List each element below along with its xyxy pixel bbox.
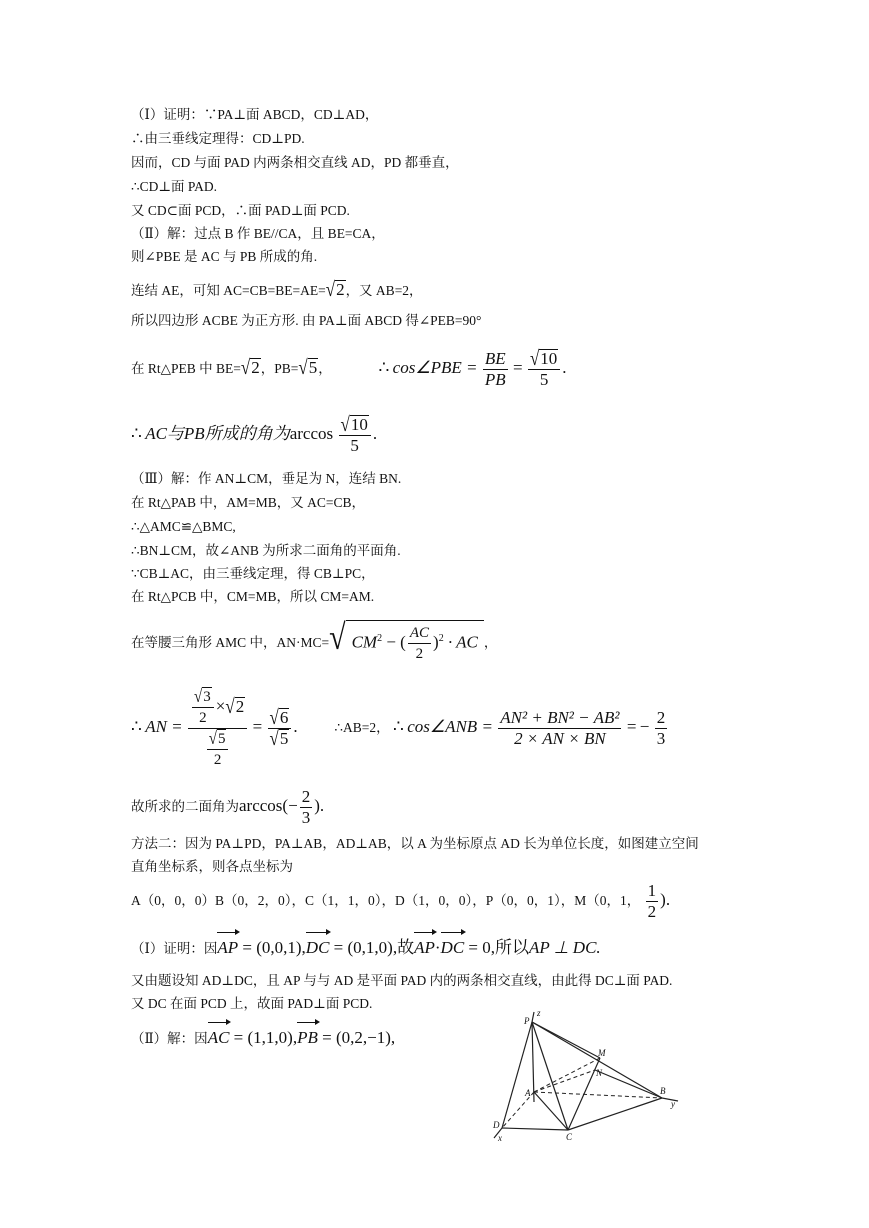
sqrt-2: 2 xyxy=(251,358,260,377)
text-span: ， xyxy=(318,361,332,376)
text-line: 在 Rt△PCB 中，CM=MB，所以 CM=AM. xyxy=(131,589,375,604)
text-span: ，PB= xyxy=(260,361,299,376)
radical-sign: √ xyxy=(298,356,308,379)
text-span: （Ⅰ）证明：因 xyxy=(131,941,218,956)
pyramid-figure xyxy=(480,1010,695,1145)
text-line: ∴CD⊥面 PAD. xyxy=(131,179,218,194)
an-label: AN = xyxy=(145,717,183,736)
label-P: P xyxy=(524,1016,530,1026)
vector-ap: AP xyxy=(217,934,238,962)
therefore-symbol: ∴ xyxy=(131,717,142,736)
label-M: M xyxy=(598,1048,606,1058)
fraction-anb: $\frac{\text{AN² + BN² − AB²}}{2 \times AN \times BN}$ xyxy=(500,708,620,749)
fraction-be-pb: $\frac{BE}{PB}$ xyxy=(484,349,506,390)
label-D: D xyxy=(493,1120,500,1130)
text-span: （Ⅱ）解：因 xyxy=(131,1031,208,1046)
arccos-label: arccos xyxy=(289,424,334,443)
sqrt-expression: $CM^2$ − ( $\frac{AC}{2}$ )$^2$ · AC xyxy=(346,620,484,666)
text-span: 连结 AE，可知 AC=CB=BE=AE= xyxy=(131,283,326,298)
text-line: 所以四边形 ACBE 为正方形. 由 PA⊥面 ABCD 得∠PEB=90° xyxy=(131,313,482,328)
text-line: 故所求的二面角为arccos(− $\frac{2}{3}$ ). xyxy=(131,787,325,828)
label-A: A xyxy=(525,1088,531,1098)
fraction-2-3: $\frac{2}{3}$ xyxy=(656,708,666,749)
text-line: ∴由三垂线定理得：CD⊥PD. xyxy=(131,131,305,146)
text-line: 在 Rt△PAB 中，AM=MB，又 AC=CB， xyxy=(131,495,366,510)
sqrt-2: 2 xyxy=(336,280,345,299)
vector-ap: AP xyxy=(414,934,435,962)
label-C: C xyxy=(566,1132,573,1142)
radical-sign: √ xyxy=(329,617,346,658)
vector-pb: PB xyxy=(297,1024,318,1052)
text-span: 在等腰三角形 AMC 中，AN·MC= xyxy=(131,635,330,650)
text-span: AC与PB所成的角为 xyxy=(145,424,290,443)
label-z: z xyxy=(537,1010,541,1018)
vector-dc: DC xyxy=(441,934,465,962)
text-span: A（0，0，0）B（0，2，0），C（1，1，0），D（1，0，0），P（0，0，1），M（0，1， xyxy=(131,893,641,908)
text-line: ∴△AMC≌△BMC, xyxy=(131,519,236,534)
text-line: 在 Rt△PEB 中 BE=√2，PB=√5， ∴ cos∠PBE = $\frac{BE}{PB}$ = $\frac{√10}{5}$ . xyxy=(131,346,567,391)
label-B: B xyxy=(660,1086,666,1096)
therefore-symbol: ∴ xyxy=(131,424,142,443)
text-line: 又由题设知 AD⊥DC，且 AP 与与 AD 是平面 PAD 内的两条相交直线，由此得 DC⊥面 PAD. xyxy=(131,973,673,988)
text-span: ， xyxy=(483,635,498,650)
label-x: x xyxy=(498,1133,502,1143)
cos-anb: cos∠ANB = xyxy=(407,717,493,736)
text-span: ∴AB=2， xyxy=(334,720,390,735)
arccos-label: arccos xyxy=(239,796,283,815)
text-span: 在 Rt△PEB 中 BE= xyxy=(131,361,241,376)
radical-sign: √ xyxy=(240,356,251,379)
text-line xyxy=(131,280,423,300)
cos-pbe: cos∠PBE = xyxy=(392,358,478,377)
text-line: （Ⅱ）解：因AC = (1,1,0),PB = (0,2,−1), xyxy=(131,1024,395,1053)
therefore-symbol: ∴ xyxy=(378,358,390,377)
text-line: ∵CB⊥AC，由三垂线定理，得 CB⊥PC， xyxy=(131,566,375,581)
vector-dc: DC xyxy=(306,934,330,962)
text-line: 因而，CD 与面 PAD 内两条相交直线 AD，PD 都垂直， xyxy=(131,155,459,170)
text-span: 故所求的二面角为 xyxy=(131,799,239,814)
label-N: N xyxy=(596,1068,603,1078)
text-line: ∴BN⊥CM，故∠ANB 为所求二面角的平面角. xyxy=(131,543,401,558)
text-line: ∴ AC与PB所成的角为arccos $\frac{√10}{5}$ . xyxy=(131,413,378,456)
text-line: （Ⅰ）证明：∵PA⊥面 ABCD，CD⊥AD， xyxy=(131,107,379,122)
text-line: 则∠PBE 是 AC 与 PB 所成的角. xyxy=(131,249,318,264)
label-y: y xyxy=(671,1099,675,1109)
radical-sign: √ xyxy=(325,278,336,301)
therefore-symbol: ∴ xyxy=(392,717,404,736)
sqrt-5: 5 xyxy=(308,358,318,377)
text-line: （Ⅱ）解：过点 B 作 BE//CA，且 BE=CA， xyxy=(131,226,385,241)
fraction-sqrt10-5: $\frac{√10}{5}$ xyxy=(528,349,560,390)
fraction-1-2: $\frac{1}{2}$ xyxy=(647,881,657,922)
text-line: 又 DC 在面 PCD 上，故面 PAD⊥面 PCD. xyxy=(131,996,373,1011)
text-line: （Ⅰ）证明：因AP = (0,0,1),DC = (0,1,0),故AP·DC = 0,所以AP ⊥ DC. xyxy=(131,934,601,963)
text-line: 直角坐标系，则各点坐标为 xyxy=(131,859,293,874)
text-line xyxy=(131,614,497,667)
text-span: ，又 AB=2， xyxy=(345,283,423,298)
text-line: 又 CD⊂面 PCD，∴面 PAD⊥面 PCD. xyxy=(131,203,350,218)
fraction-sqrt10-5: $\frac{√10}{5}$ xyxy=(339,415,371,456)
vector-ac: AC xyxy=(208,1024,230,1052)
text-line: 方法二：因为 PA⊥PD，PA⊥AB，AD⊥AB，以 A 为坐标原点 AD 长为单位长度，如图建立空间 xyxy=(131,836,699,851)
text-line: ∴ AN = $\frac{√3}{2}$ ×√2 $\frac{√5}{2}$ = $\frac{√6}{√5}$ . ∴AB=2， ∴ cos∠ANB = $\frac{\text{AN² + BN² − AB²}}{2 \times AN \times BN}$ = − $\frac{2}{3}$ xyxy=(131,687,666,769)
text-line: （Ⅲ）解：作 AN⊥CM，垂足为 N，连结 BN. xyxy=(131,471,402,486)
minus-sign: − xyxy=(639,717,650,736)
compound-fraction: $\frac{√3}{2}$ ×√2 $\frac{√5}{2}$ xyxy=(188,687,247,770)
fraction-2-3: $\frac{2}{3}$ xyxy=(301,787,311,828)
fraction-sqrt6-sqrt5: $\frac{√6}{√5}$ xyxy=(268,708,292,749)
text-line: A（0，0，0）B（0，2，0），C（1，1，0），D（1，0，0），P（0，0，1），M（0，1， $\frac{1}{2}$ ). xyxy=(131,881,671,922)
